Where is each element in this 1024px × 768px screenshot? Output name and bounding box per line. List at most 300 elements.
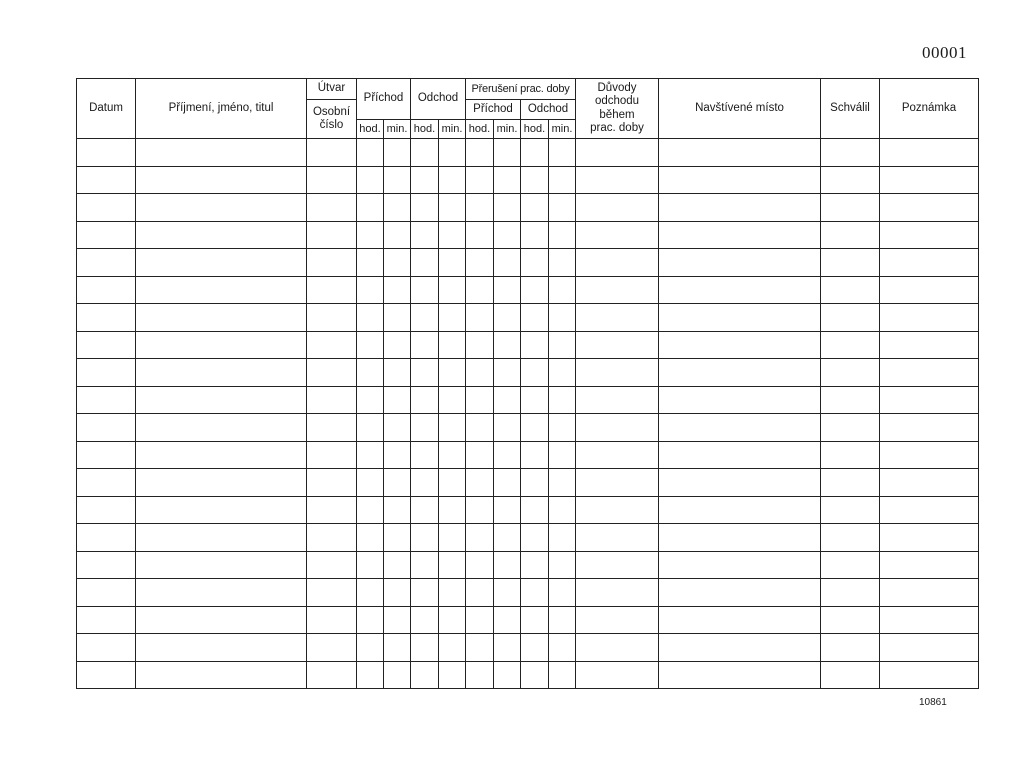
cell-datum: [77, 496, 136, 524]
cell-preruseni-prichod-min: [494, 414, 521, 442]
cell-poznamka: [880, 469, 979, 497]
cell-preruseni-prichod-hod: [466, 249, 494, 277]
cell-preruseni-odchod-min: [549, 249, 576, 277]
cell-navstivene-misto: [659, 661, 821, 689]
cell-name: [136, 194, 307, 222]
cell-osobni-cislo: [307, 661, 357, 689]
cell-preruseni-odchod-min: [549, 606, 576, 634]
cell-datum: [77, 331, 136, 359]
cell-poznamka: [880, 414, 979, 442]
cell-duvody: [576, 276, 659, 304]
cell-datum: [77, 359, 136, 387]
cell-prichod-min: [384, 579, 411, 607]
cell-schvalil: [821, 524, 880, 552]
cell-preruseni-odchod-min: [549, 634, 576, 662]
cell-duvody: [576, 606, 659, 634]
cell-prichod-min: [384, 414, 411, 442]
table-row: [77, 194, 979, 222]
header-name: Příjmení, jméno, titul: [136, 79, 307, 139]
cell-name: [136, 441, 307, 469]
cell-preruseni-prichod-min: [494, 606, 521, 634]
cell-preruseni-odchod-min: [549, 579, 576, 607]
cell-preruseni-odchod-hod: [521, 441, 549, 469]
cell-datum: [77, 579, 136, 607]
cell-odchod-min: [439, 304, 466, 332]
cell-odchod-min: [439, 414, 466, 442]
cell-navstivene-misto: [659, 634, 821, 662]
cell-preruseni-prichod-min: [494, 386, 521, 414]
cell-preruseni-odchod-min: [549, 386, 576, 414]
cell-odchod-hod: [411, 386, 439, 414]
cell-navstivene-misto: [659, 579, 821, 607]
cell-odchod-min: [439, 524, 466, 552]
table-row: [77, 496, 979, 524]
cell-schvalil: [821, 221, 880, 249]
cell-navstivene-misto: [659, 304, 821, 332]
cell-preruseni-odchod-hod: [521, 551, 549, 579]
cell-preruseni-odchod-min: [549, 331, 576, 359]
cell-navstivene-misto: [659, 386, 821, 414]
cell-prichod-min: [384, 139, 411, 167]
cell-duvody: [576, 551, 659, 579]
cell-poznamka: [880, 249, 979, 277]
cell-poznamka: [880, 634, 979, 662]
cell-schvalil: [821, 166, 880, 194]
cell-odchod-hod: [411, 661, 439, 689]
cell-schvalil: [821, 606, 880, 634]
cell-prichod-min: [384, 331, 411, 359]
cell-prichod-hod: [357, 606, 384, 634]
header-preruseni: Přerušení prac. doby: [466, 79, 576, 100]
cell-datum: [77, 634, 136, 662]
cell-preruseni-odchod-hod: [521, 304, 549, 332]
cell-schvalil: [821, 194, 880, 222]
cell-odchod-hod: [411, 524, 439, 552]
cell-schvalil: [821, 441, 880, 469]
cell-poznamka: [880, 221, 979, 249]
cell-navstivene-misto: [659, 331, 821, 359]
cell-preruseni-odchod-min: [549, 221, 576, 249]
header-preruseni-odchod-min: min.: [549, 120, 576, 139]
cell-navstivene-misto: [659, 606, 821, 634]
cell-navstivene-misto: [659, 249, 821, 277]
cell-preruseni-prichod-hod: [466, 469, 494, 497]
cell-osobni-cislo: [307, 386, 357, 414]
cell-odchod-hod: [411, 469, 439, 497]
cell-datum: [77, 249, 136, 277]
cell-poznamka: [880, 524, 979, 552]
cell-prichod-min: [384, 304, 411, 332]
cell-datum: [77, 166, 136, 194]
cell-preruseni-prichod-hod: [466, 634, 494, 662]
cell-name: [136, 359, 307, 387]
cell-preruseni-prichod-min: [494, 139, 521, 167]
cell-prichod-min: [384, 661, 411, 689]
cell-schvalil: [821, 414, 880, 442]
cell-schvalil: [821, 551, 880, 579]
table-row: [77, 276, 979, 304]
cell-preruseni-prichod-hod: [466, 166, 494, 194]
cell-name: [136, 469, 307, 497]
cell-poznamka: [880, 166, 979, 194]
cell-duvody: [576, 661, 659, 689]
cell-datum: [77, 386, 136, 414]
cell-preruseni-prichod-min: [494, 166, 521, 194]
cell-prichod-hod: [357, 441, 384, 469]
cell-preruseni-odchod-min: [549, 414, 576, 442]
cell-navstivene-misto: [659, 496, 821, 524]
cell-odchod-min: [439, 469, 466, 497]
cell-navstivene-misto: [659, 359, 821, 387]
cell-navstivene-misto: [659, 276, 821, 304]
header-odchod-hod: hod.: [411, 120, 439, 139]
table-row: [77, 579, 979, 607]
cell-preruseni-prichod-hod: [466, 276, 494, 304]
cell-prichod-hod: [357, 166, 384, 194]
cell-prichod-min: [384, 551, 411, 579]
cell-poznamka: [880, 304, 979, 332]
cell-name: [136, 386, 307, 414]
header-odchod-min: min.: [439, 120, 466, 139]
cell-preruseni-prichod-min: [494, 524, 521, 552]
cell-odchod-min: [439, 249, 466, 277]
cell-schvalil: [821, 359, 880, 387]
cell-preruseni-odchod-hod: [521, 166, 549, 194]
cell-preruseni-prichod-hod: [466, 194, 494, 222]
table-row: [77, 661, 979, 689]
cell-preruseni-odchod-min: [549, 166, 576, 194]
cell-preruseni-odchod-hod: [521, 221, 549, 249]
cell-preruseni-prichod-hod: [466, 221, 494, 249]
cell-name: [136, 496, 307, 524]
cell-name: [136, 551, 307, 579]
cell-odchod-hod: [411, 414, 439, 442]
cell-duvody: [576, 194, 659, 222]
cell-preruseni-odchod-hod: [521, 359, 549, 387]
cell-preruseni-prichod-hod: [466, 579, 494, 607]
cell-schvalil: [821, 249, 880, 277]
cell-prichod-hod: [357, 386, 384, 414]
cell-odchod-hod: [411, 194, 439, 222]
cell-odchod-hod: [411, 359, 439, 387]
table-row: [77, 139, 979, 167]
header-utvar: Útvar: [307, 79, 357, 100]
cell-preruseni-prichod-hod: [466, 414, 494, 442]
header-poznamka: Poznámka: [880, 79, 979, 139]
cell-prichod-min: [384, 194, 411, 222]
cell-preruseni-odchod-hod: [521, 661, 549, 689]
cell-preruseni-odchod-min: [549, 661, 576, 689]
cell-schvalil: [821, 661, 880, 689]
cell-odchod-min: [439, 634, 466, 662]
cell-odchod-hod: [411, 249, 439, 277]
cell-osobni-cislo: [307, 304, 357, 332]
cell-osobni-cislo: [307, 551, 357, 579]
cell-datum: [77, 304, 136, 332]
cell-preruseni-prichod-min: [494, 359, 521, 387]
cell-prichod-hod: [357, 469, 384, 497]
cell-duvody: [576, 634, 659, 662]
cell-preruseni-prichod-min: [494, 276, 521, 304]
cell-preruseni-odchod-hod: [521, 331, 549, 359]
table-row: [77, 469, 979, 497]
cell-osobni-cislo: [307, 469, 357, 497]
cell-odchod-hod: [411, 441, 439, 469]
cell-schvalil: [821, 331, 880, 359]
cell-preruseni-odchod-min: [549, 139, 576, 167]
header-preruseni-prichod-hod: hod.: [466, 120, 494, 139]
cell-odchod-hod: [411, 304, 439, 332]
cell-prichod-min: [384, 166, 411, 194]
cell-osobni-cislo: [307, 496, 357, 524]
cell-schvalil: [821, 276, 880, 304]
cell-poznamka: [880, 194, 979, 222]
cell-preruseni-prichod-min: [494, 551, 521, 579]
cell-odchod-hod: [411, 139, 439, 167]
cell-odchod-hod: [411, 551, 439, 579]
cell-preruseni-prichod-hod: [466, 551, 494, 579]
cell-prichod-min: [384, 221, 411, 249]
cell-prichod-min: [384, 276, 411, 304]
cell-datum: [77, 414, 136, 442]
cell-odchod-min: [439, 661, 466, 689]
cell-odchod-min: [439, 166, 466, 194]
cell-datum: [77, 441, 136, 469]
cell-odchod-min: [439, 386, 466, 414]
cell-preruseni-prichod-min: [494, 249, 521, 277]
cell-poznamka: [880, 386, 979, 414]
cell-odchod-hod: [411, 331, 439, 359]
cell-prichod-hod: [357, 414, 384, 442]
cell-osobni-cislo: [307, 579, 357, 607]
form-body: [77, 139, 979, 689]
cell-datum: [77, 139, 136, 167]
cell-preruseni-prichod-hod: [466, 606, 494, 634]
serial-number: 00001: [922, 43, 967, 62]
table-row: [77, 249, 979, 277]
cell-prichod-hod: [357, 331, 384, 359]
cell-poznamka: [880, 579, 979, 607]
cell-navstivene-misto: [659, 414, 821, 442]
cell-name: [136, 579, 307, 607]
cell-odchod-hod: [411, 634, 439, 662]
cell-odchod-min: [439, 139, 466, 167]
cell-osobni-cislo: [307, 139, 357, 167]
cell-navstivene-misto: [659, 221, 821, 249]
cell-duvody: [576, 304, 659, 332]
cell-datum: [77, 551, 136, 579]
table-row: [77, 166, 979, 194]
cell-preruseni-prichod-hod: [466, 524, 494, 552]
cell-odchod-hod: [411, 166, 439, 194]
cell-preruseni-odchod-hod: [521, 634, 549, 662]
cell-odchod-min: [439, 441, 466, 469]
cell-navstivene-misto: [659, 194, 821, 222]
cell-prichod-hod: [357, 524, 384, 552]
cell-preruseni-odchod-min: [549, 304, 576, 332]
cell-datum: [77, 524, 136, 552]
cell-odchod-min: [439, 359, 466, 387]
header-schvalil: Schválil: [821, 79, 880, 139]
cell-osobni-cislo: [307, 441, 357, 469]
header-prichod-hod: hod.: [357, 120, 384, 139]
cell-osobni-cislo: [307, 414, 357, 442]
cell-preruseni-prichod-hod: [466, 496, 494, 524]
table-row: [77, 386, 979, 414]
cell-schvalil: [821, 579, 880, 607]
cell-osobni-cislo: [307, 276, 357, 304]
header-prichod-min: min.: [384, 120, 411, 139]
cell-preruseni-prichod-min: [494, 496, 521, 524]
cell-name: [136, 634, 307, 662]
cell-odchod-hod: [411, 579, 439, 607]
cell-preruseni-prichod-hod: [466, 139, 494, 167]
cell-odchod-hod: [411, 496, 439, 524]
cell-preruseni-prichod-min: [494, 634, 521, 662]
cell-odchod-min: [439, 276, 466, 304]
cell-preruseni-prichod-hod: [466, 331, 494, 359]
header-osobni-cislo: Osobní číslo: [307, 100, 357, 139]
header-preruseni-odchod-hod: hod.: [521, 120, 549, 139]
cell-navstivene-misto: [659, 166, 821, 194]
cell-poznamka: [880, 331, 979, 359]
cell-datum: [77, 661, 136, 689]
cell-preruseni-prichod-min: [494, 579, 521, 607]
header-duvody: Důvody odchodu během prac. doby: [576, 79, 659, 139]
cell-schvalil: [821, 304, 880, 332]
cell-preruseni-prichod-min: [494, 441, 521, 469]
cell-prichod-min: [384, 386, 411, 414]
cell-duvody: [576, 524, 659, 552]
cell-preruseni-odchod-min: [549, 469, 576, 497]
cell-odchod-hod: [411, 276, 439, 304]
cell-prichod-hod: [357, 221, 384, 249]
cell-preruseni-prichod-hod: [466, 359, 494, 387]
cell-preruseni-odchod-hod: [521, 469, 549, 497]
cell-duvody: [576, 579, 659, 607]
cell-preruseni-odchod-min: [549, 524, 576, 552]
cell-preruseni-odchod-hod: [521, 524, 549, 552]
cell-duvody: [576, 139, 659, 167]
cell-datum: [77, 221, 136, 249]
cell-schvalil: [821, 634, 880, 662]
cell-name: [136, 276, 307, 304]
cell-name: [136, 414, 307, 442]
cell-poznamka: [880, 276, 979, 304]
header-preruseni-prichod-min: min.: [494, 120, 521, 139]
cell-duvody: [576, 469, 659, 497]
cell-preruseni-prichod-hod: [466, 386, 494, 414]
cell-schvalil: [821, 386, 880, 414]
cell-schvalil: [821, 469, 880, 497]
cell-osobni-cislo: [307, 249, 357, 277]
cell-poznamka: [880, 359, 979, 387]
cell-name: [136, 661, 307, 689]
cell-duvody: [576, 221, 659, 249]
cell-preruseni-odchod-hod: [521, 276, 549, 304]
cell-name: [136, 221, 307, 249]
cell-schvalil: [821, 496, 880, 524]
cell-odchod-hod: [411, 221, 439, 249]
cell-preruseni-odchod-hod: [521, 414, 549, 442]
cell-odchod-min: [439, 496, 466, 524]
cell-prichod-hod: [357, 304, 384, 332]
cell-poznamka: [880, 661, 979, 689]
cell-osobni-cislo: [307, 166, 357, 194]
cell-duvody: [576, 386, 659, 414]
cell-preruseni-odchod-hod: [521, 579, 549, 607]
cell-duvody: [576, 166, 659, 194]
cell-duvody: [576, 414, 659, 442]
header-prichod: Příchod: [357, 79, 411, 120]
header-navstivene-misto: Navštívené místo: [659, 79, 821, 139]
table-row: [77, 221, 979, 249]
cell-prichod-hod: [357, 359, 384, 387]
cell-prichod-hod: [357, 139, 384, 167]
cell-navstivene-misto: [659, 441, 821, 469]
cell-osobni-cislo: [307, 524, 357, 552]
cell-osobni-cislo: [307, 606, 357, 634]
table-row: [77, 606, 979, 634]
table-row: [77, 359, 979, 387]
cell-navstivene-misto: [659, 469, 821, 497]
cell-preruseni-prichod-min: [494, 469, 521, 497]
cell-preruseni-odchod-min: [549, 359, 576, 387]
cell-odchod-min: [439, 221, 466, 249]
cell-preruseni-prichod-min: [494, 194, 521, 222]
table-row: [77, 524, 979, 552]
cell-navstivene-misto: [659, 551, 821, 579]
cell-odchod-min: [439, 331, 466, 359]
table-row: [77, 331, 979, 359]
cell-osobni-cislo: [307, 331, 357, 359]
cell-prichod-min: [384, 524, 411, 552]
cell-preruseni-odchod-min: [549, 496, 576, 524]
cell-odchod-min: [439, 579, 466, 607]
cell-prichod-hod: [357, 634, 384, 662]
cell-name: [136, 606, 307, 634]
cell-preruseni-odchod-hod: [521, 139, 549, 167]
cell-preruseni-odchod-hod: [521, 249, 549, 277]
table-row: [77, 441, 979, 469]
cell-prichod-hod: [357, 551, 384, 579]
cell-duvody: [576, 359, 659, 387]
form-code: 10861: [919, 697, 947, 708]
cell-preruseni-prichod-hod: [466, 661, 494, 689]
cell-prichod-min: [384, 634, 411, 662]
cell-prichod-hod: [357, 579, 384, 607]
cell-prichod-hod: [357, 496, 384, 524]
cell-name: [136, 331, 307, 359]
cell-preruseni-odchod-hod: [521, 194, 549, 222]
header-odchod: Odchod: [411, 79, 466, 120]
cell-duvody: [576, 249, 659, 277]
cell-preruseni-prichod-min: [494, 304, 521, 332]
cell-duvody: [576, 441, 659, 469]
cell-prichod-hod: [357, 194, 384, 222]
cell-prichod-min: [384, 606, 411, 634]
cell-preruseni-odchod-hod: [521, 606, 549, 634]
cell-preruseni-odchod-hod: [521, 386, 549, 414]
cell-poznamka: [880, 496, 979, 524]
cell-name: [136, 304, 307, 332]
header-preruseni-prichod: Příchod: [466, 100, 521, 120]
cell-name: [136, 166, 307, 194]
cell-datum: [77, 276, 136, 304]
cell-preruseni-prichod-hod: [466, 441, 494, 469]
cell-prichod-min: [384, 469, 411, 497]
cell-preruseni-prichod-min: [494, 331, 521, 359]
